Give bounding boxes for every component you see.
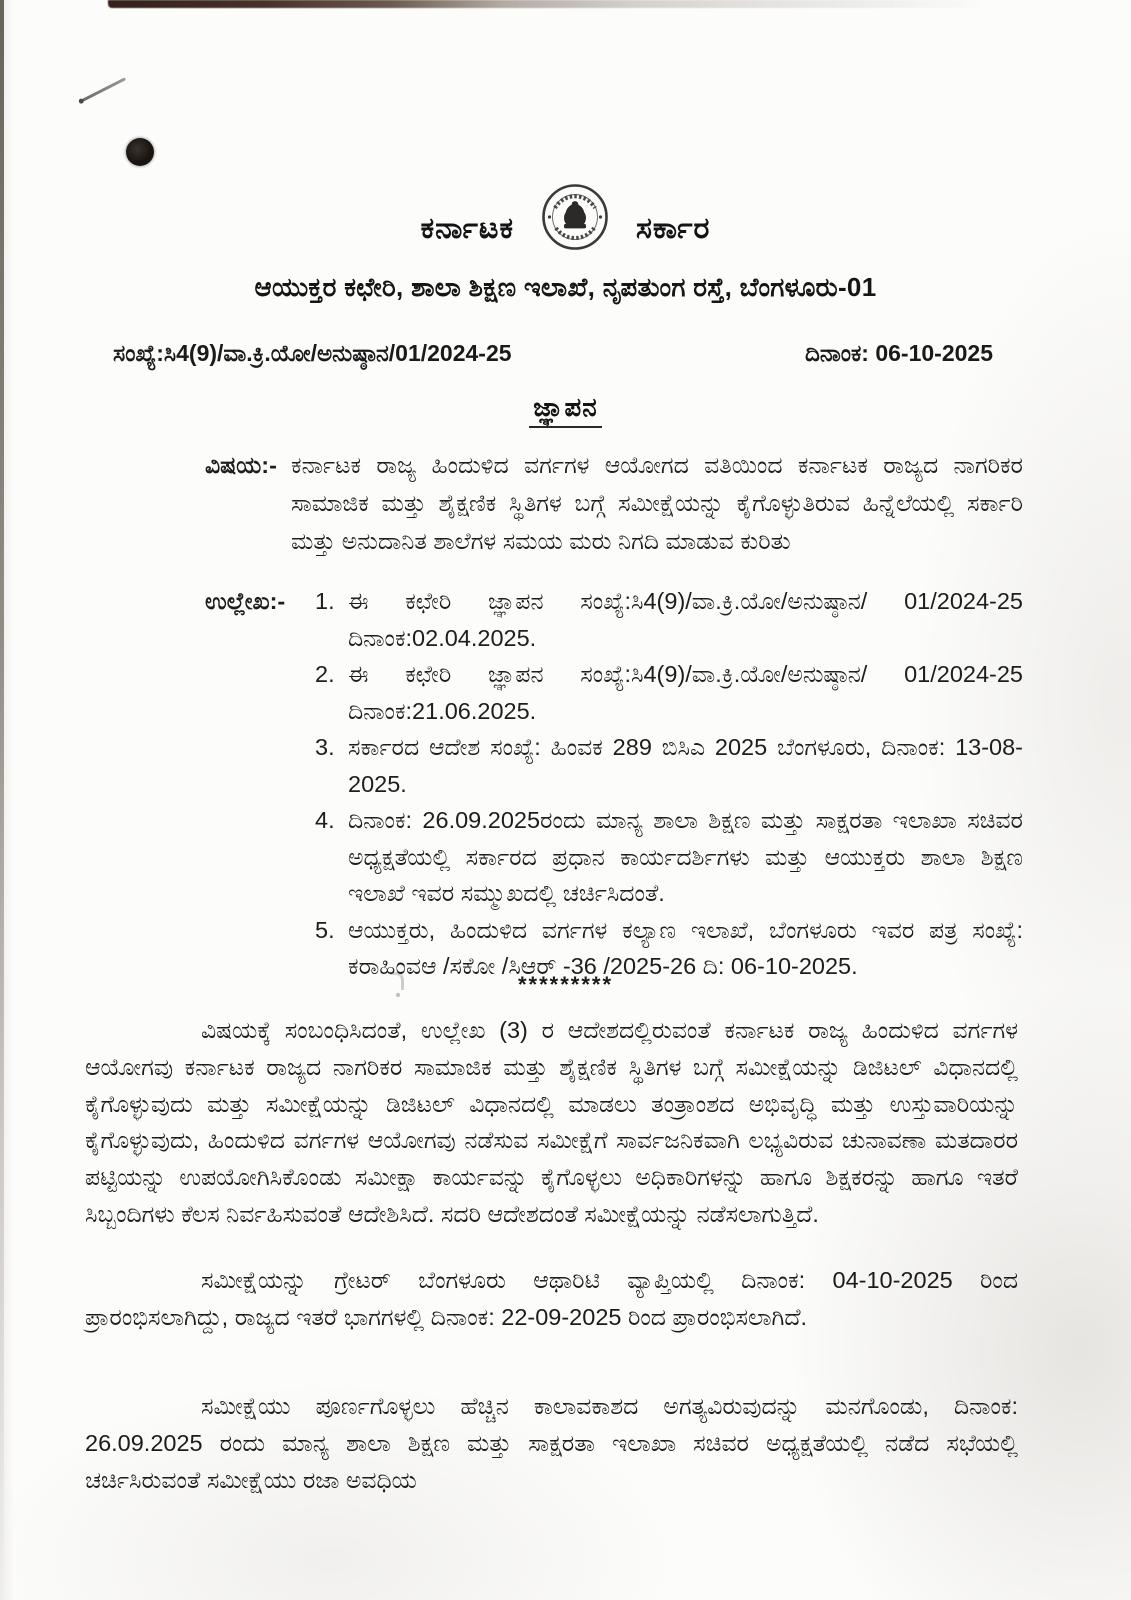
body-paragraph-3: ಸಮೀಕ್ಷೆಯು ಪೂರ್ಣಗೊಳ್ಳಲು ಹೆಚ್ಚಿನ ಕಾಲಾವಕಾಶದ ಅಗತ್ಯವಿರುವುದನ್ನು ಮನಗೊಂಡು, ದಿನಾಂಕ: 26.09.2025 ರಂದು ಮಾನ್ಯ ಶಾಲಾ ಶಿಕ್ಷಣ ಮತ್ತು ಸಾಕ್ಷರತಾ ಇಲಾಖಾ ಸಚಿವರ ಅಧ್ಯಕ್ಷತೆಯಲ್ಲಿ ನಡೆದ ಸಭೆಯಲ್ಲಿ ಚರ್ಚಿಸಿರುವಂತೆ ಸಮೀಕ್ಷೆಯು ರಜಾ ಅವಧಿಯ bbox=[85, 1393, 1018, 1493]
scan-edge-smudge bbox=[108, 0, 988, 8]
reference-number: 4. bbox=[315, 807, 335, 833]
references-list bbox=[315, 583, 1023, 985]
memo-date: ದಿನಾಂಕ: 06-10-2025 bbox=[804, 340, 993, 366]
memo-number: ಸಂಖ್ಯೆ:ಸಿ4(9)/ವಾ.ಕ್ರಿ.ಯೋ/ಅನುಷ್ಠಾನ/01/2024-25 bbox=[113, 340, 512, 366]
subject-text: ಕರ್ನಾಟಕ ರಾಜ್ಯ ಹಿಂದುಳಿದ ವರ್ಗಗಳ ಆಯೋಗದ ವತಿಯಿಂದ ಕರ್ನಾಟಕ ರಾಜ್ಯದ ನಾಗರಿಕರ ಸಾಮಾಜಿಕ ಮತ್ತು ಶೈಕ್ಷಣಿಕ ಸ್ಥಿತಿಗಳ ಬಗ್ಗೆ ಸಮೀಕ್ಷೆಯನ್ನು ಕೈಗೊಳ್ಳುತಿರುವ ಹಿನ್ನೆಲೆಯಲ್ಲಿ ಸರ್ಕಾರಿ ಮತ್ತು ಅನುದಾನಿತ ಶಾಲೆಗಳ ಸಮಯ ಮರು ನಿಗದಿ ಮಾಡುವ ಕುರಿತು bbox=[291, 452, 1023, 554]
reference-date-row bbox=[113, 340, 993, 367]
body-paragraph-1: ವಿಷಯಕ್ಕೆ ಸಂಬಂಧಿಸಿದಂತೆ, ಉಲ್ಲೇಖ (3) ರ ಆದೇಶದಲ್ಲಿರುವಂತೆ ಕರ್ನಾಟಕ ರಾಜ್ಯ ಹಿಂದುಳಿದ ವರ್ಗಗಳ ಆಯೋಗವು ಕರ್ನಾಟಕ ರಾಜ್ಯದ ನಾಗರಿಕರ ಸಾಮಾಜಿಕ ಮತ್ತು ಶೈಕ್ಷಣಿಕ ಸ್ಥಿತಿಗಳ ಬಗ್ಗೆ ಸಮೀಕ್ಷೆಯನ್ನು ಡಿಜಿಟಲ್ ವಿಧಾನದಲ್ಲಿ ಕೈಗೊಳ್ಳುವುದು ಮತ್ತು ಸಮೀಕ್ಷೆಯನ್ನು ಡಿಜಿಟಲ್ ವಿಧಾನದಲ್ಲಿ ಮಾಡಲು ತಂತ್ರಾಂಶದ ಅಭಿವೃದ್ಧಿ ಮತ್ತು ಉಸ್ತುವಾರಿಯನ್ನು ಕೈಗೊಳ್ಳುವುದು, ಹಿಂದುಳಿದ ವರ್ಗಗಳ ಆಯೋಗವು ನಡೆಸುವ ಸಮೀಕ್ಷೆಗೆ ಸಾರ್ವಜನಿಕವಾಗಿ ಲಭ್ಯವಿರುವ ಚುನಾವಣಾ ಮತದಾರರ ಪಟ್ಟಿಯನ್ನು ಉಪಯೋಗಿಸಿಕೊಂಡು ಸಮೀಕ್ಷಾ ಕಾರ್ಯವನ್ನು ಕೈಗೊಳ್ಳಲು ಅಧಿಕಾರಿಗಳನ್ನು ಹಾಗೂ ಶಿಕ್ಷಕರನ್ನು ಹಾಗೂ ಇತರೆ ಸಿಬ್ಬಂದಿಗಳು ಕೆಲಸ ನಿರ್ವಹಿಸುವಂತೆ ಆದೇಶಿಸಿದೆ. ಸದರಿ ಆದೇಶದಂತೆ ಸಮೀಕ್ಷೆಯನ್ನು ನಡೆಸಲಾಗುತ್ತಿದೆ. bbox=[85, 1017, 1018, 1227]
hole-punch-dot bbox=[126, 138, 154, 166]
government-header bbox=[0, 182, 1131, 252]
reference-number: 3. bbox=[315, 734, 335, 760]
office-address-line: ಆಯುಕ್ತರ ಕಛೇರಿ, ಶಾಲಾ ಶಿಕ್ಷಣ ಇಲಾಖೆ, ನೃಪತುಂಗ ರಸ್ತೆ, ಬೆಂಗಳೂರು-01 bbox=[254, 272, 877, 302]
title-wrap bbox=[0, 392, 1131, 428]
subject-section bbox=[205, 446, 1023, 560]
reference-text: ಆಯುಕ್ತರು, ಹಿಂದುಳಿದ ವರ್ಗಗಳ ಕಲ್ಯಾಣ ಇಲಾಖೆ, ಬೆಂಗಳೂರು ಇವರ ಪತ್ರ ಸಂಖ್ಯೆ: ಕರಾಹಿಂವಆ /ಸಕೋ /ಸಿಆರ್ -36 /2025-26 ದಿ: 06-10-2025. bbox=[348, 916, 1023, 979]
reference-text: ಈ ಕಛೇರಿ ಜ್ಞಾಪನ ಸಂಖ್ಯೆ:ಸಿ4(9)/ವಾ.ಕ್ರಿ.ಯೋ/ಅನುಷ್ಠಾನ/ 01/2024-25 ದಿನಾಂಕ:21.06.2025. bbox=[348, 661, 1023, 724]
pencil-stroke-mark bbox=[82, 77, 126, 101]
reference-item bbox=[315, 656, 1023, 729]
header-word-karnataka: ಕರ್ನಾಟಕ bbox=[420, 212, 514, 245]
body-paragraph-2: ಸಮೀಕ್ಷೆಯನ್ನು ಗ್ರೇಟರ್ ಬೆಂಗಳೂರು ಆಥಾರಿಟಿ ವ್ಯಾಪ್ತಿಯಲ್ಲಿ ದಿನಾಂಕ: 04-10-2025 ರಿಂದ ಪ್ರಾರಂಭಿಸಲಾಗಿದ್ದು, ರಾಜ್ಯದ ಇತರೆ ಭಾಗಗಳಲ್ಲಿ ದಿನಾಂಕ: 22-09-2025 ರಿಂದ ಪ್ರಾರಂಭಿಸಲಾಗಿದೆ. bbox=[85, 1267, 1018, 1330]
reference-item bbox=[315, 802, 1023, 912]
header-word-sarkara: ಸರ್ಕಾರ bbox=[635, 212, 711, 245]
reference-text: ಸರ್ಕಾರದ ಆದೇಶ ಸಂಖ್ಯೆ: ಹಿಂವಕ 289 ಬಿಸಿಎ 2025 ಬೆಂಗಳೂರು, ದಿನಾಂಕ: 13-08-2025. bbox=[348, 734, 1023, 797]
reference-number: 1. bbox=[315, 588, 335, 614]
reference-item bbox=[315, 583, 1023, 656]
reference-text: ಈ ಕಛೇರಿ ಜ್ಞಾಪನ ಸಂಖ್ಯೆ:ಸಿ4(9)/ವಾ.ಕ್ರಿ.ಯೋ/ಅನುಷ್ಠಾನ/ 01/2024-25 ದಿನಾಂಕ:02.04.2025. bbox=[348, 588, 1023, 651]
subject-label: ವಿಷಯ:- bbox=[205, 452, 277, 478]
reference-text: ದಿನಾಂಕ: 26.09.2025ರಂದು ಮಾನ್ಯ ಶಾಲಾ ಶಿಕ್ಷಣ ಮತ್ತು ಸಾಕ್ಷರತಾ ಇಲಾಖಾ ಸಚಿವರ ಅಧ್ಯಕ್ಷತೆಯಲ್ಲಿ ಸರ್ಕಾರದ ಪ್ರಧಾನ ಕಾರ್ಯದರ್ಶಿಗಳು ಮತ್ತು ಆಯುಕ್ತರು ಶಾಲಾ ಶಿಕ್ಷಣ ಇಲಾಖೆ ಇವರ ಸಮ್ಮುಖದಲ್ಲಿ ಚರ್ಚಿಸಿದಂತೆ. bbox=[348, 807, 1023, 906]
document-title: ಜ್ಞಾಪನ bbox=[529, 392, 601, 428]
references-label: ಉಲ್ಲೇಖ:- bbox=[205, 588, 286, 614]
reference-item bbox=[315, 729, 1023, 802]
asterisk-separator: ********* bbox=[517, 972, 614, 997]
karnataka-emblem-icon bbox=[540, 182, 610, 252]
reference-number: 2. bbox=[315, 661, 335, 687]
references-section bbox=[205, 583, 1023, 985]
reference-number: 5. bbox=[315, 916, 335, 943]
